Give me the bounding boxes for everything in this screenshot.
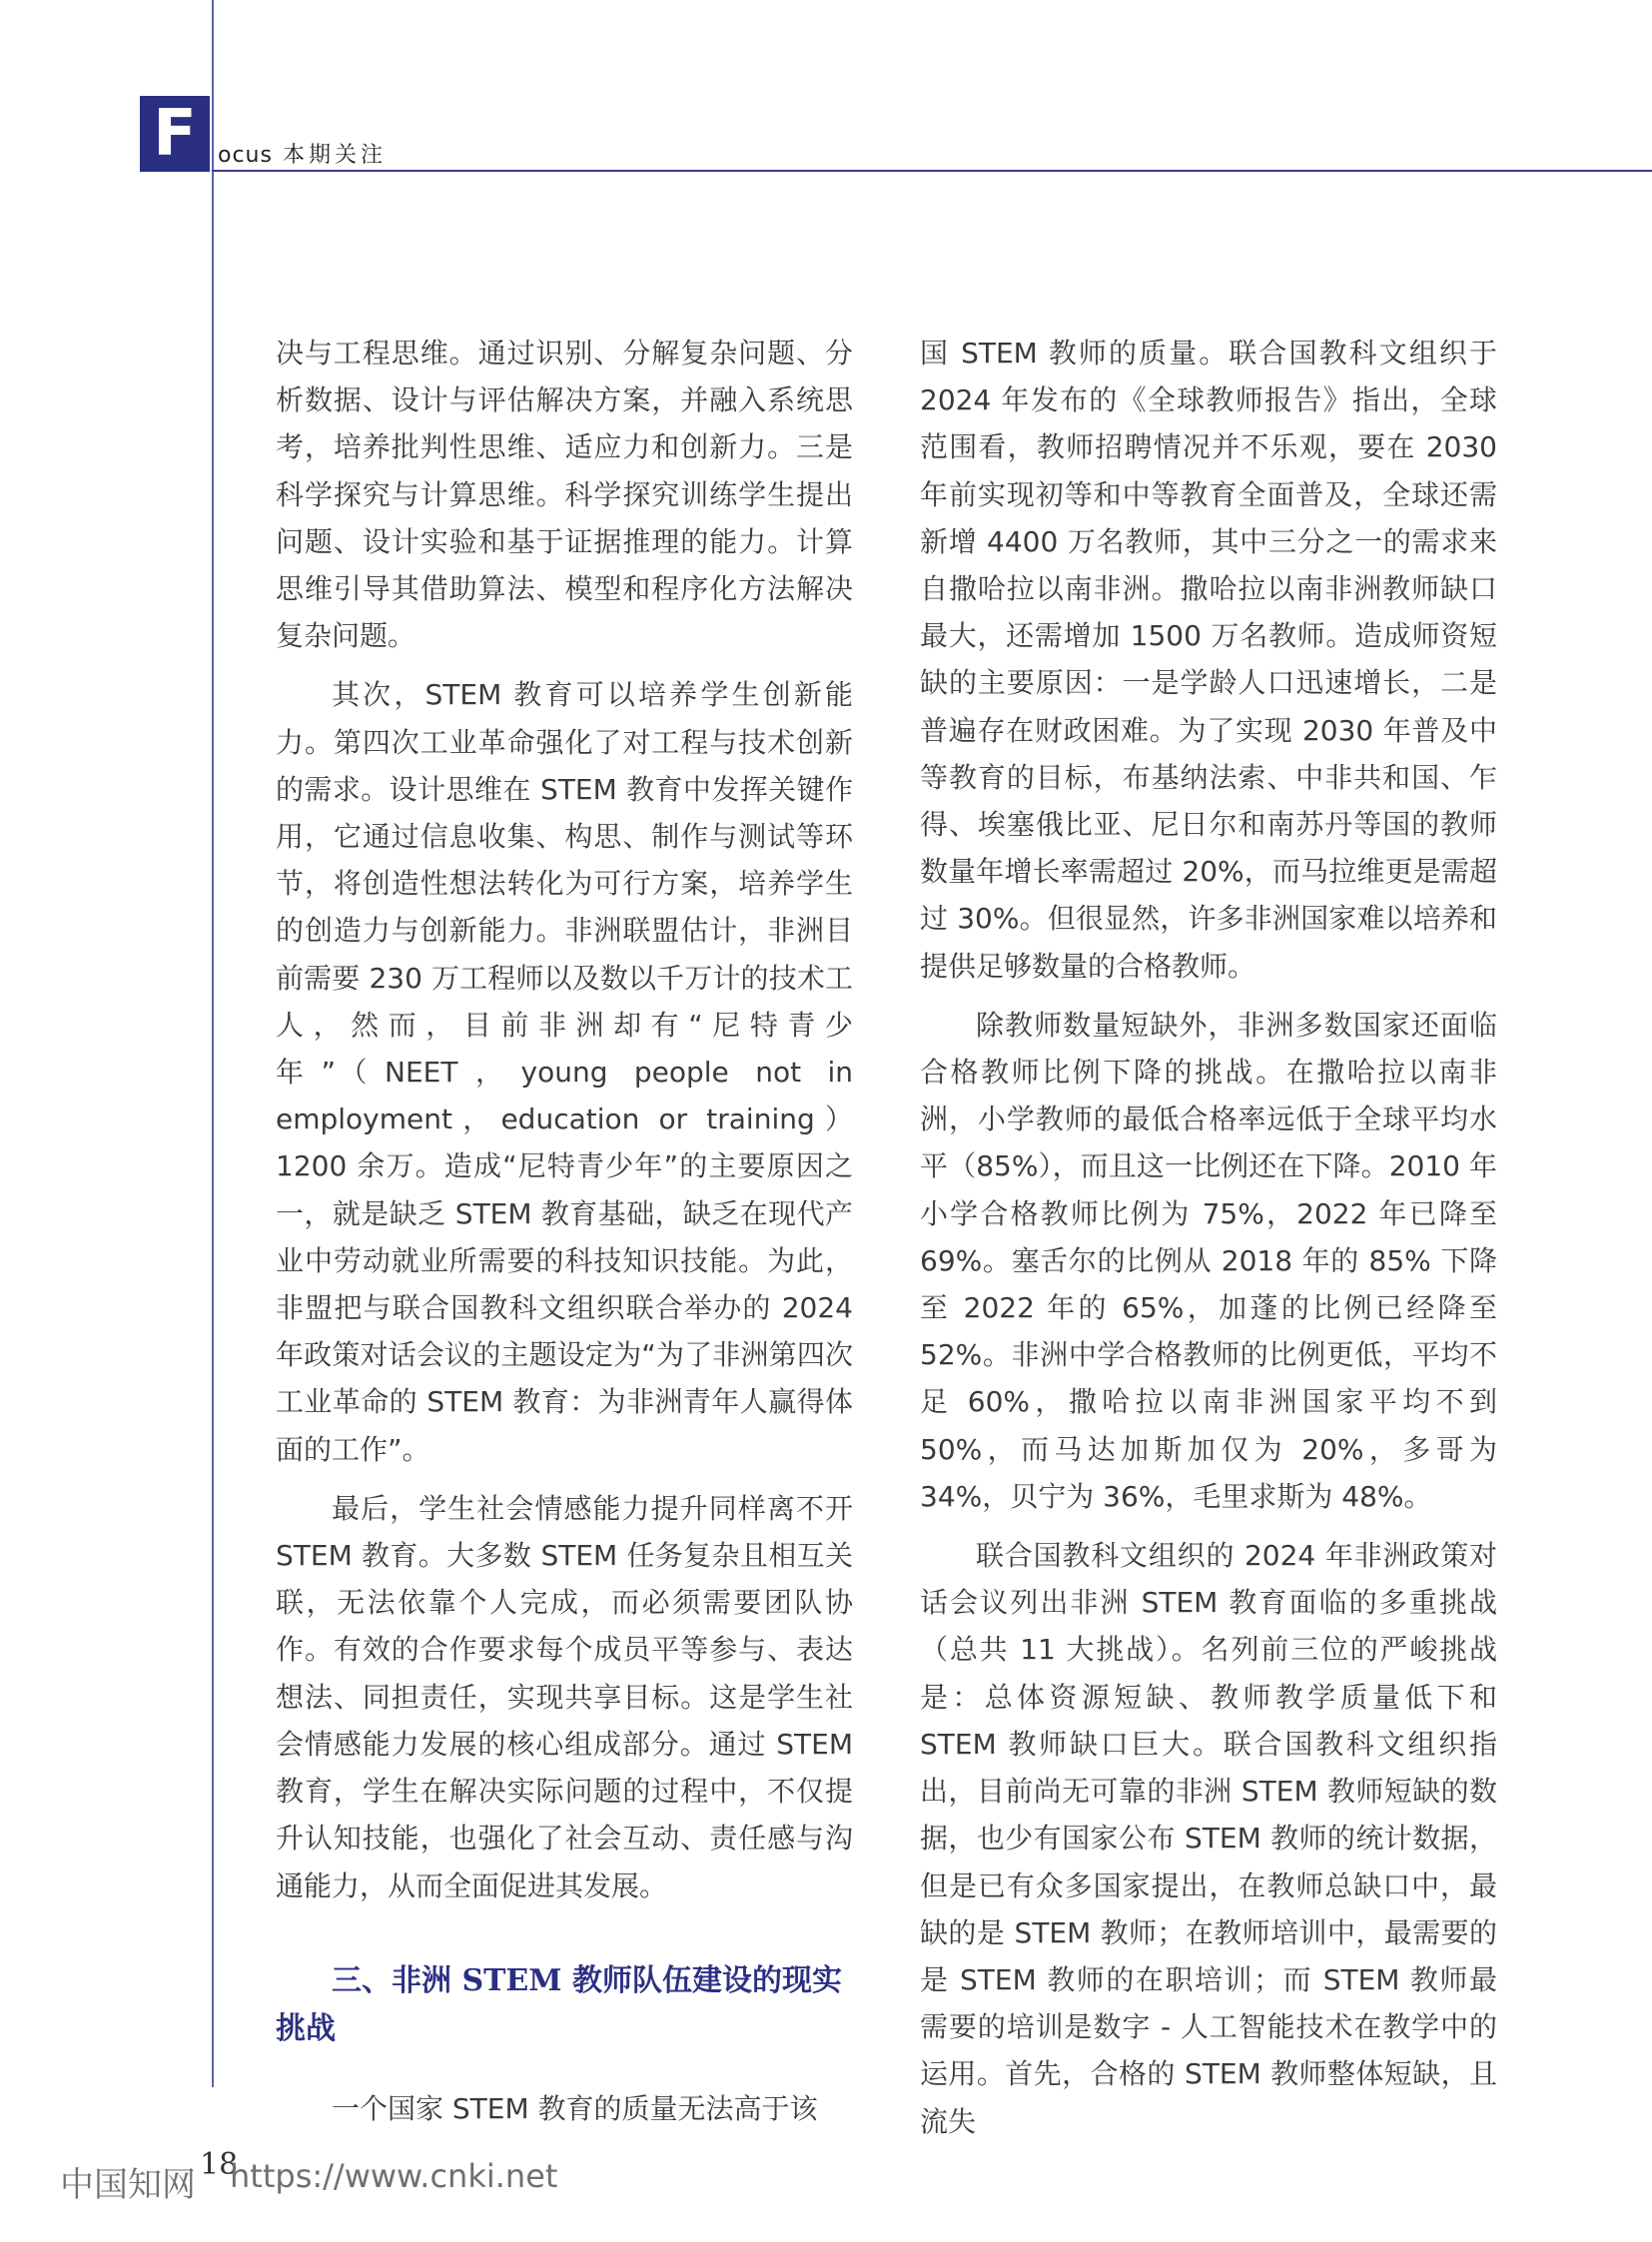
page-number: 18 bbox=[200, 2147, 239, 2182]
paragraph: 国 STEM 教师的质量。联合国教科文组织于 2024 年发布的《全球教师报告》指出，全球范围看，教师招聘情况并不乐观，要在 2030 年前实现初等和中等教育全面普及，全球还需新增 4400 万名教师，其中三分之一的需求来自撒哈拉以南非洲。撒哈拉以南非洲教师缺口最大，还需增加 1500 万名教师。造成师资短缺的主要原因：一是学龄人口迅速增长，二是普遍存在财政困难。为了实现 2030 年普及中等教育的目标，布基纳法索、中非共和国、乍得、埃塞俄比亚、尼日尔和南苏丹等国的教师数量年增长率需超过 20%，而马拉维更是需超过 30%。但很显然，许多非洲国家难以培养和提供足够数量的合格教师。 bbox=[920, 337, 1497, 983]
watermark-brand: 中国知网 bbox=[60, 2165, 196, 2205]
paragraph: 其次，STEM 教育可以培养学生创新能力。第四次工业革命强化了对工程与技术创新的需求。设计思维在 STEM 教育中发挥关键作用，它通过信息收集、构思、制作与测试等环节，将创造性想法转化为可行方案，培养学生的创造力与创新能力。非洲联盟估计，非洲目前需要 230 万工程师以及数以千万计的技术工人，然而，目前非洲却有“尼特青少年”（NEET，young people not in employment，education or training）1200 余万。造成“尼特青少年”的主要原因之一，就是缺乏 STEM 教育基础，缺乏在现代产业中劳动就业所需要的科技知识技能。为此，非盟把与联合国教科文组织联合举办的 2024 年政策对话会议的主题设定为“为了非洲第四次工业革命的 STEM 教育：为非洲青年人赢得体面的工作”。 bbox=[276, 678, 853, 1466]
margin-rule-vertical bbox=[212, 0, 214, 2087]
paragraph: 除教师数量短缺外，非洲多数国家还面临合格教师比例下降的挑战。在撒哈拉以南非洲，小学教师的最低合格率远低于全球平均水平（85%），而且这一比例还在下降。2010 年小学合格教师比例为 75%，2022 年已降至 69%。塞舌尔的比例从 2018 年的 85% 下降至 2022 年的 65%，加蓬的比例已经降至 52%。非洲中学合格教师的比例更低，平均不足 60%，撒哈拉以南非洲国家平均不到 50%，而马达加斯加仅为 20%，多哥为 34%，贝宁为 36%，毛里求斯为 48%。 bbox=[920, 1008, 1497, 1513]
paragraph: 联合国教科文组织的 2024 年非洲政策对话会议列出非洲 STEM 教育面临的多重挑战（总共 11 大挑战）。名列前三位的严峻挑战是：总体资源短缺、教师教学质量低下和 STEM 教师缺口巨大。联合国教科文组织指出，目前尚无可靠的非洲 STEM 教师短缺的数据，也少有国家公布 STEM 教师的统计数据，但是已有众多国家提出，在教师总缺口中，最缺的是 STEM 教师；在教师培训中，最需要的是 STEM 教师的在职培训；而 STEM 教师最需要的培训是数字 - 人工智能技术在教学中的运用。首先，合格的 STEM 教师整体短缺，且流失 bbox=[920, 1539, 1497, 2138]
focus-logo-letter: F bbox=[140, 96, 210, 172]
left-column bbox=[276, 330, 853, 2132]
paragraph: 一个国家 STEM 教育的质量无法高于该 bbox=[332, 2091, 818, 2125]
focus-logo-rest: ocus bbox=[218, 143, 273, 168]
section-heading: 三、非洲 STEM 教师队伍建设的现实挑战 bbox=[276, 1962, 842, 2046]
paragraph: 决与工程思维。通过识别、分解复杂问题、分析数据、设计与评估解决方案，并融入系统思考，培养批判性思维、适应力和创新力。三是科学探究与计算思维。科学探究训练学生提出问题、设计实验和基于证据推理的能力。计算思维引导其借助算法、模型和程序化方法解决复杂问题。 bbox=[276, 337, 853, 653]
header-rule bbox=[212, 170, 1652, 172]
paragraph: 最后，学生社会情感能力提升同样离不开 STEM 教育。大多数 STEM 任务复杂且相互关联，无法依靠个人完成，而必须需要团队协作。有效的合作要求每个成员平等参与、表达想法、同担责任，实现共享目标。这是学生社会情感能力发展的核心组成部分。通过 STEM 教育，学生在解决实际问题的过程中，不仅提升认知技能，也强化了社会互动、责任感与沟通能力，从而全面促进其发展。 bbox=[276, 1491, 853, 1902]
header-label bbox=[218, 138, 387, 169]
right-column bbox=[920, 330, 1497, 2145]
watermark-url: https://www.cnki.net bbox=[230, 2157, 558, 2195]
section-title: 本期关注 bbox=[282, 143, 387, 168]
